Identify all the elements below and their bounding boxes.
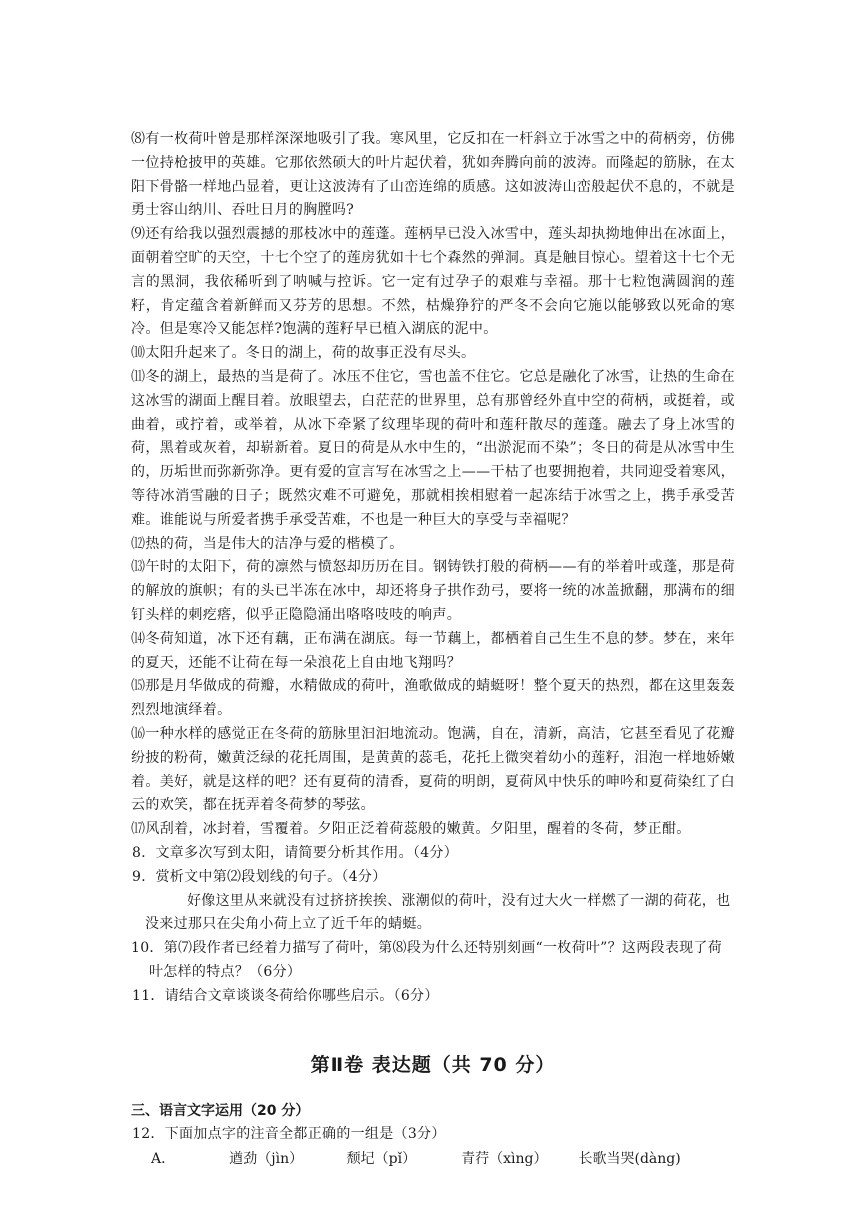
question-10: 10．第⑺段作者已经着力描写了荷叶，第⑻段为什么还特别刻画“一枚荷叶”？这两段表现了荷叶怎样的特点？（6分） (131, 940, 723, 980)
option-label: A． (151, 1151, 176, 1168)
option-item-3: 青荇（xìng） (461, 1151, 548, 1168)
option-item-2: 颓圮（pǐ） (346, 1151, 417, 1168)
question-8: 8．文章多次写到太阳，请简要分析其作用。（4分） (132, 844, 459, 861)
paragraph-12: ⑿热的荷，当是伟大的洁净与爱的楷模了。 (131, 535, 404, 552)
question-11: 11．请结合文章谈谈冬荷给你哪些启示。（6分） (132, 987, 439, 1004)
section-title: 第Ⅱ卷 表达题（共 70 分） (310, 1054, 556, 1077)
paragraph-10: ⑽太阳升起来了。冬日的湖上，荷的故事正没有尽头。 (131, 345, 476, 362)
paragraph-8: ⑻有一枚荷叶曾是那样深深地吸引了我。寒风里，它反扣在一杆斜立于冰雪之中的荷柄旁，仿佛一位持枪披甲的英雄。它那依然硕大的叶片起伏着，犹如奔腾向前的波涛。而隆起的筋脉，在太阳下骨骼一样地凸显着，更让这波涛有了山峦连绵的质感。这如波涛山峦般起伏不息的，不就是勇士容山纳川、吞吐日月的胸膛吗? (131, 131, 735, 219)
option-item-4: 长歌当哭(dàng) (578, 1151, 681, 1168)
question-12: 12．下面加点字的注音全都正确的一组是（3分） (132, 1126, 446, 1143)
paragraph-9: ⑼还有给我以强烈震撼的那枝冰中的莲蓬。莲柄早已没入冰雪中，莲头却执拗地伸出在冰面上，面朝着空旷的天空，十七个空了的莲房犹如十七个森然的弹洞。真是触目惊心。望着这十七个无言的黑洞，我依稀听到了呐喊与控诉。它一定有过孕子的艰难与幸福。那十七粒饱满圆润的莲籽，肯定蕴含着新鲜而又芬芳的思想。不然，枯燥狰狞的严冬不会向它施以能够致以死命的寒冷。但是寒冷又能怎样?饱满的莲籽早已植入湖底的泥中。 (131, 226, 735, 338)
paragraph-13: ⒀午时的太阳下，荷的凛然与愤怒却历历在目。钢铸铁打般的荷柄——有的举着叶或蓬，那是荷的解放的旗帜；有的头已半冻在冰中，却还将身子拱作劲弓，要将一统的冰盖掀翻，那满布的细钉头样的刺疙瘩，似乎正隐隐涌出咯咯吱吱的响声。 (131, 559, 735, 623)
paragraph-16: ⒃一种水样的感觉正在冬荷的筋脉里汩汩地流动。饱满，自在，清新，高洁，它甚至看见了花瓣纷披的粉荷，嫩黄泛绿的花托周围，是黄黄的蕊毛，花托上微突着幼小的莲籽，泪泡一样地娇嫩着。美好，就是这样的吧？还有夏荷的清香，夏荷的明朗，夏荷风中快乐的呻吟和夏荷染红了白云的欢笑，都在抚弄着冬荷梦的琴弦。 (131, 725, 735, 814)
page-content (131, 128, 735, 1171)
quoted-sentence: 好像这里从来就没有过挤挤挨挨、涨潮似的荷叶，没有过大火一样燃了一湖的荷花，也没来过那只在尖角小荷上立了近千年的蜻蜓。 (145, 892, 731, 933)
question-9: 9．赏析文中第⑵段划线的句子。（4分） (132, 868, 387, 885)
paragraph-17: ⒄风刮着，冰封着，雪覆着。夕阳正泛着荷蕊般的嫩黄。夕阳里，醒着的冬荷，梦正酣。 (131, 821, 691, 838)
paragraph-15: ⒂那是月华做成的荷瓣，水精做成的荷叶，渔歌做成的蜻蜓呀！整个夏天的热烈，都在这里轰轰烈烈地演绎着。 (131, 678, 735, 719)
option-row-a (131, 1147, 735, 1171)
paragraph-14: ⒁冬荷知道，冰下还有藕，正布满在湖底。每一节藕上，都栖着自己生生不息的梦。梦在，来年的夏天，还能不让荷在每一朵浪花上自由地飞翔吗？ (131, 630, 735, 671)
paragraph-11: ⑾冬的湖上，最热的当是荷了。冰压不住它，雪也盖不住它。它总是融化了冰雪，让热的生命在这冰雪的湖面上醒目着。放眼望去，白茫茫的世界里，总有那曾经外直中空的荷柄，或挺着，或曲着，或拧着，或举着，从冰下牵紧了纹理毕现的荷叶和莲秆散尽的莲蓬。融去了身上冰雪的荷，黑着或灰着，却崭新着。夏日的荷是从水中生的，“出淤泥而不染”；冬日的荷是从冰雪中生的，历垢世而弥新弥净。更有爱的宣言写在冰雪之上——干枯了也要拥抱着，共同迎受着寒风，等待冰消雪融的日子；既然灾难不可避免，那就相挨相慰着一起冻结于冰雪之上，携手承受苦难。谁能说与所爱者携手承受苦难，不也是一种巨大的享受与幸福呢？ (131, 368, 735, 528)
section-subtitle: 三、语言文字运用（20 分） (131, 1103, 310, 1120)
option-item-1: 遒劲（jìn） (229, 1151, 304, 1168)
